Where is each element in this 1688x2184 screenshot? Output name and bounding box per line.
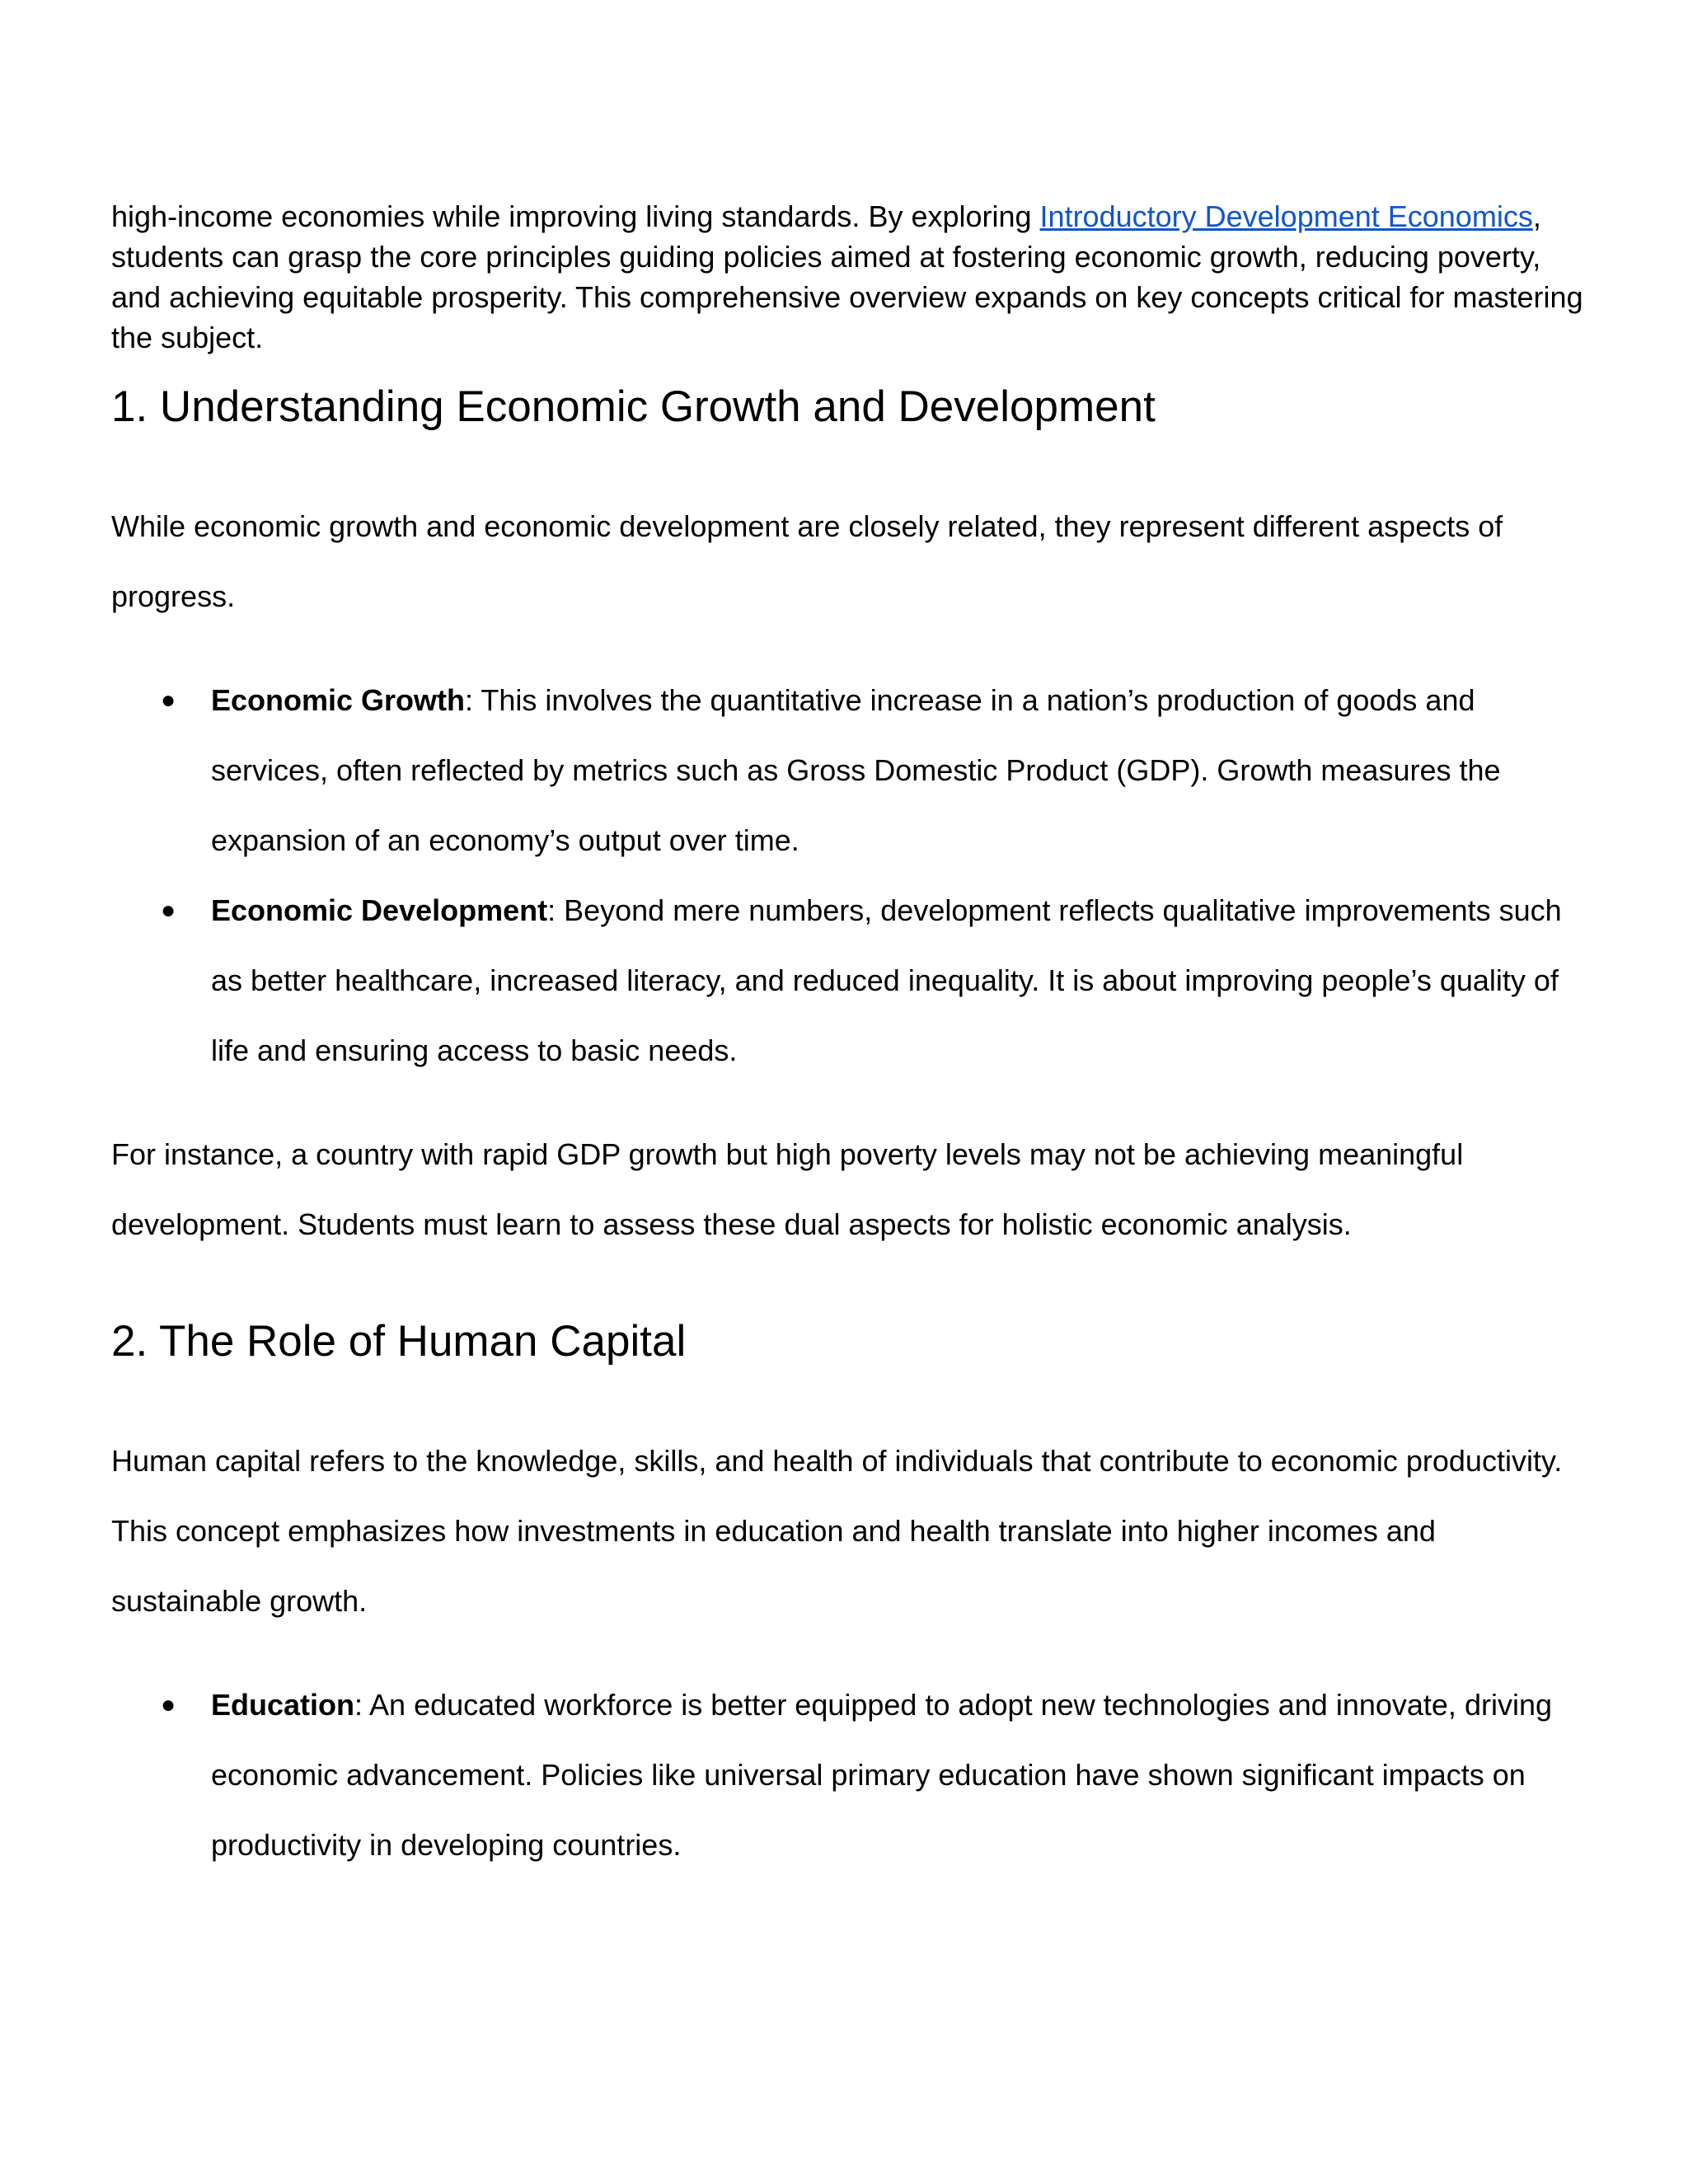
section-2-bullet-list xyxy=(111,1670,1587,1880)
bullet-term: Economic Growth xyxy=(211,683,466,717)
introductory-development-economics-link[interactable]: Introductory Development Economics xyxy=(1039,199,1533,233)
intro-text-before-link: high-income economies while improving living standards. By exploring xyxy=(111,199,1040,233)
section-2-intro-paragraph: Human capital refers to the knowledge, skills, and health of individuals that contribute to economic productivity. This concept emphasizes how investments in education and health translate into higher incomes and sustainable growth. xyxy=(111,1444,1563,1618)
document-body xyxy=(111,196,1587,1880)
list-item xyxy=(111,665,1587,875)
bullet-text: : An educated workforce is better equipped to adopt new technologies and innovate, driving economic advancement. Policies like universal primary education have shown significant impacts on productivity in developing countries. xyxy=(211,1688,1552,1862)
section-2-heading: 2. The Role of Human Capital xyxy=(111,1317,687,1366)
intro-text-after-link: , students can grasp the core principles guiding policies aimed at fostering economic growth, reducing poverty, and achieving equitable prosperity. This comprehensive overview expands on key concepts critical for mastering the subject. xyxy=(111,199,1583,354)
bullet-text: : Beyond mere numbers, development reflects qualitative improvements such as better healthcare, increased literacy, and reduced inequality. It is about improving people’s quality of life and ensuring access to basic needs. xyxy=(211,893,1562,1067)
section-1-heading: 1. Understanding Economic Growth and Development xyxy=(111,382,1156,431)
section-1-closing-paragraph: For instance, a country with rapid GDP growth but high poverty levels may not be achieving meaningful development. Students must learn to assess these dual aspects for holistic economic analysis. xyxy=(111,1137,1464,1241)
bullet-term: Economic Development xyxy=(211,893,548,927)
bullet-text: : This involves the quantitative increase in a nation’s production of goods and services, often reflected by metrics such as Gross Domestic Product (GDP). Growth measures the expansion of an economy’s output over time. xyxy=(211,683,1501,857)
bullet-term: Education xyxy=(211,1688,355,1722)
list-item xyxy=(111,1670,1587,1880)
bullet-icon: ● xyxy=(161,897,176,924)
intro-paragraph xyxy=(111,196,1587,358)
section-1-intro-paragraph: While economic growth and economic development are closely related, they represent different aspects of progress. xyxy=(111,509,1503,613)
list-item xyxy=(111,875,1587,1085)
bullet-icon: ● xyxy=(161,1691,176,1718)
section-1-bullet-list xyxy=(111,665,1587,1085)
bullet-icon: ● xyxy=(161,687,176,714)
